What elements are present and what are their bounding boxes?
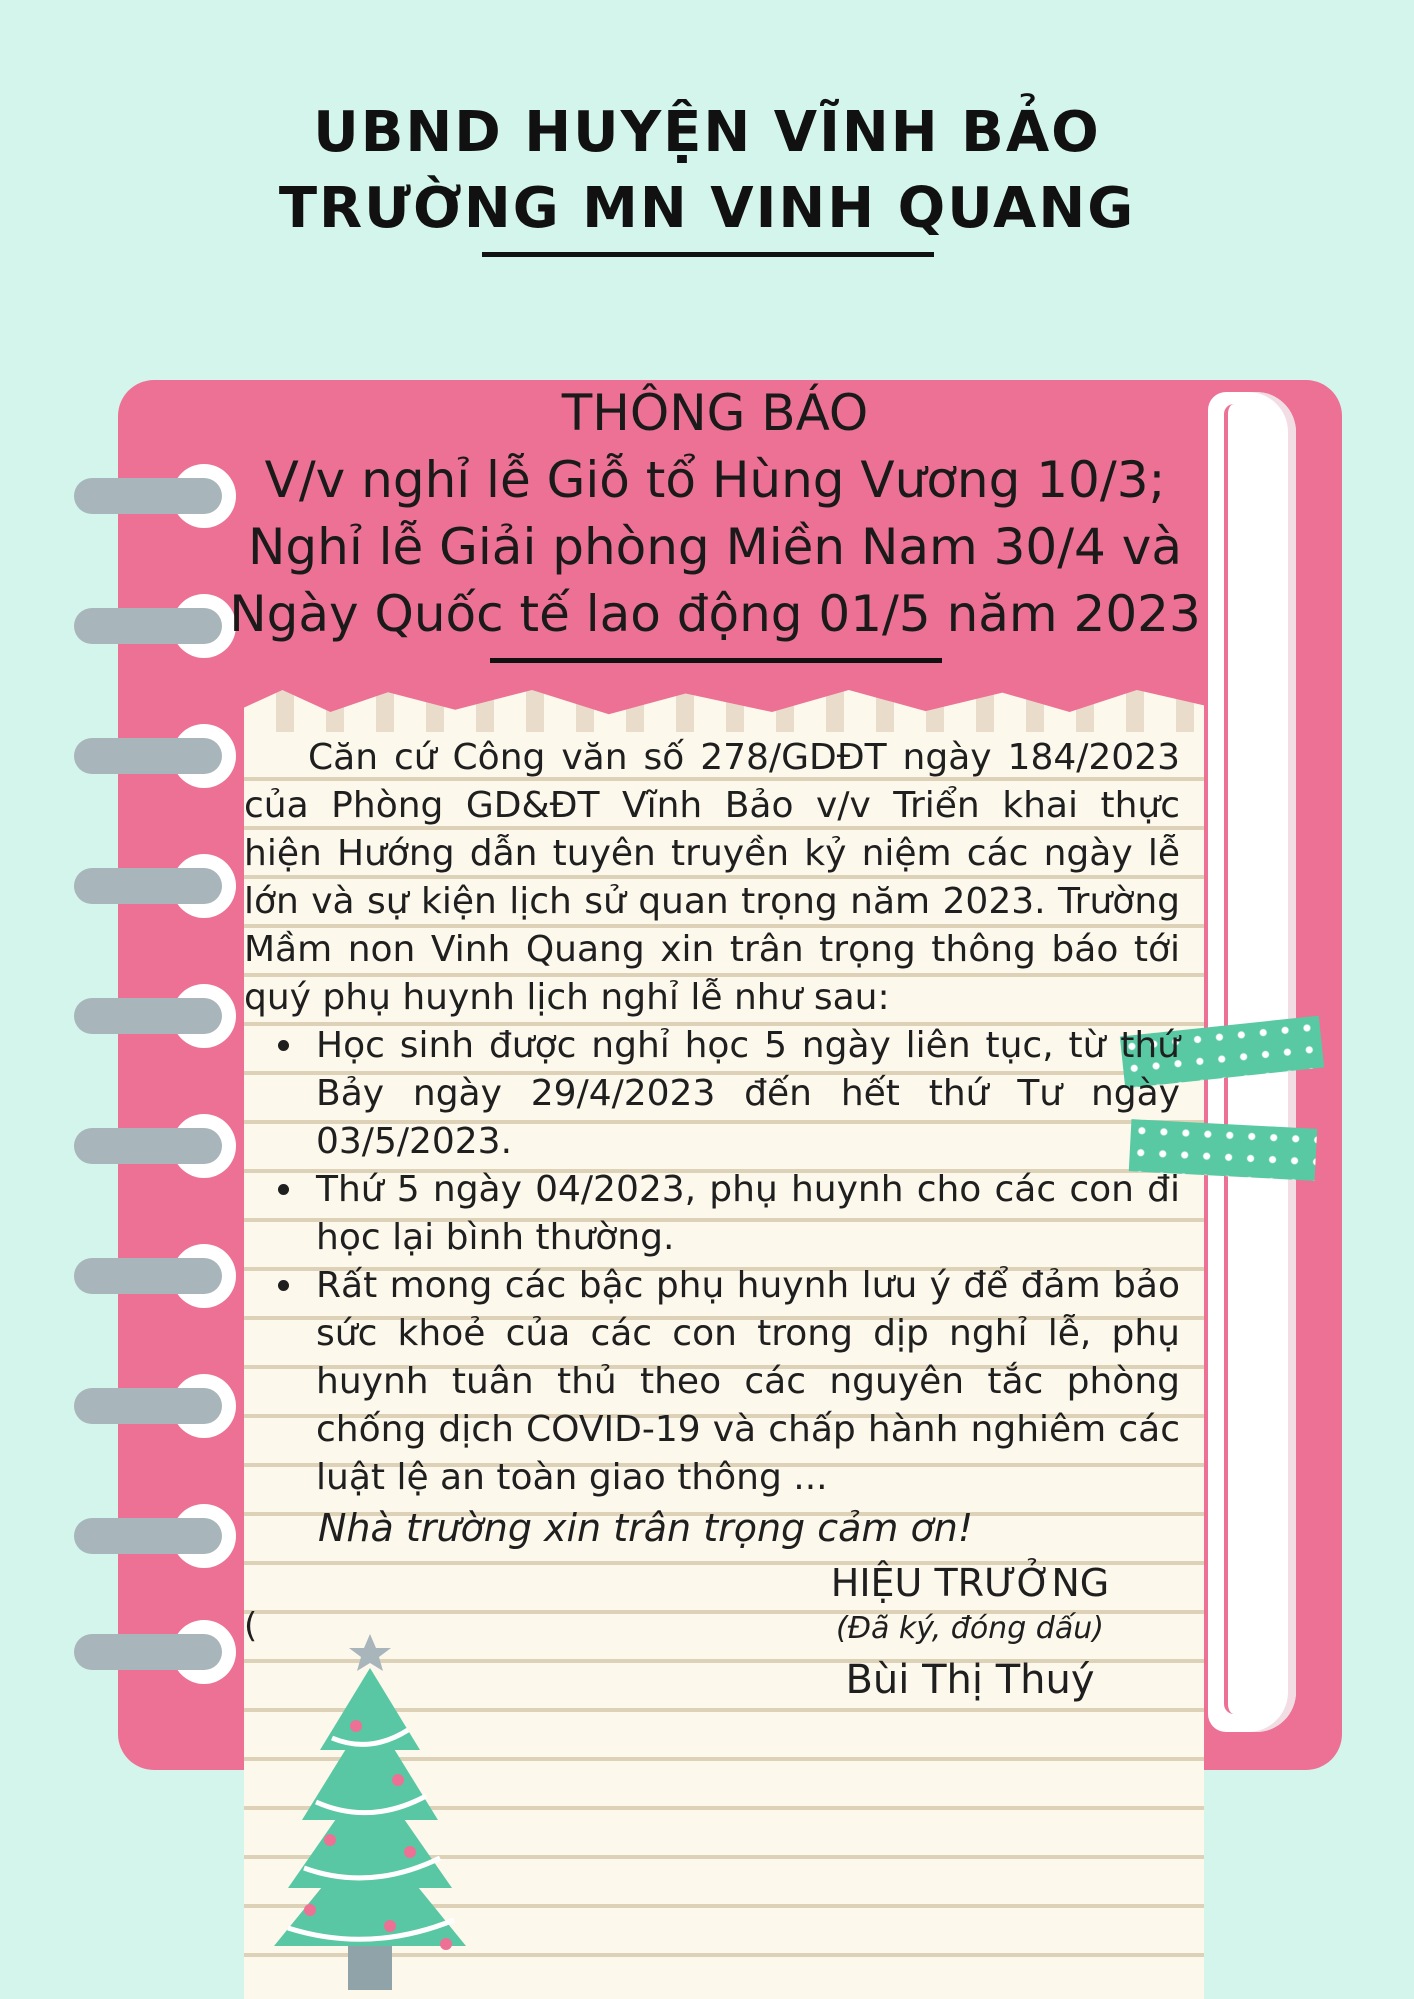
signer-role: HIỆU TRƯỞNG xyxy=(830,1561,1110,1605)
header-underline xyxy=(482,252,934,257)
christmas-tree-icon xyxy=(270,1630,470,1992)
list-item: Rất mong các bậc phụ huynh lưu ý để đảm bảo sức khoẻ của các con trong dịp nghỉ lễ, phụ huynh tuân thủ theo các nguyên tắc phòng chống dịch COVID-19 và chấp hành nghiêm các luật lệ an toàn giao thông ... xyxy=(316,1262,1180,1502)
list-item: Thứ 5 ngày 04/2023, phụ huynh cho các con đi học lại bình thường. xyxy=(316,1166,1180,1262)
spiral-ring-icon xyxy=(74,1514,224,1558)
notice-title: THÔNG BÁO xyxy=(561,384,869,442)
notice-heading xyxy=(170,380,1260,648)
notice-subject-line: Nghỉ lễ Giải phòng Miền Nam 30/4 và xyxy=(248,518,1182,576)
intro-paragraph: Căn cứ Công văn số 278/GDĐT ngày 184/2023 của Phòng GD&ĐT Vĩnh Bảo v/v Triển khai thực hiện Hướng dẫn tuyên truyền kỷ niệm các ngày lễ lớn và sự kiện lịch sử quan trọng năm 2023. Trường Mầm non Vinh Quang xin trân trọng thông báo tới quý phụ huynh lịch nghỉ lễ như sau: xyxy=(244,737,1180,1018)
stray-parenthesis: ( xyxy=(244,1606,258,1646)
schedule-list xyxy=(244,1022,1180,1502)
spiral-ring-icon xyxy=(74,1124,224,1168)
signature-note: (Đã ký, đóng dấu) xyxy=(836,1611,1104,1646)
spiral-ring-icon xyxy=(74,864,224,908)
notice-underline xyxy=(490,658,942,663)
notice-subject-line: V/v nghỉ lễ Giỗ tổ Hùng Vương 10/3; xyxy=(264,451,1166,509)
school-header xyxy=(0,95,1414,247)
spiral-ring-icon xyxy=(74,1254,224,1298)
closing-thanks: Nhà trường xin trân trọng cảm ơn! xyxy=(318,1506,974,1550)
notice-body xyxy=(244,734,1180,1502)
signature-block xyxy=(790,1558,1150,1710)
spiral-ring-icon xyxy=(74,734,224,778)
spiral-ring-icon xyxy=(74,1384,224,1428)
spiral-ring-icon xyxy=(74,994,224,1038)
notice-subject-line: Ngày Quốc tế lao động 01/5 năm 2023 xyxy=(229,585,1201,643)
header-line-1: UBND HUYỆN VĨNH BẢO xyxy=(313,100,1101,165)
spiral-ring-icon xyxy=(74,1630,224,1674)
list-item: Học sinh được nghỉ học 5 ngày liên tục, từ thứ Bảy ngày 29/4/2023 đến hết thứ Tư ngày 03/5/2023. xyxy=(316,1022,1180,1166)
signer-name: Bùi Thị Thuý xyxy=(845,1657,1095,1703)
header-line-2: TRƯỜNG MN VINH QUANG xyxy=(278,176,1136,241)
